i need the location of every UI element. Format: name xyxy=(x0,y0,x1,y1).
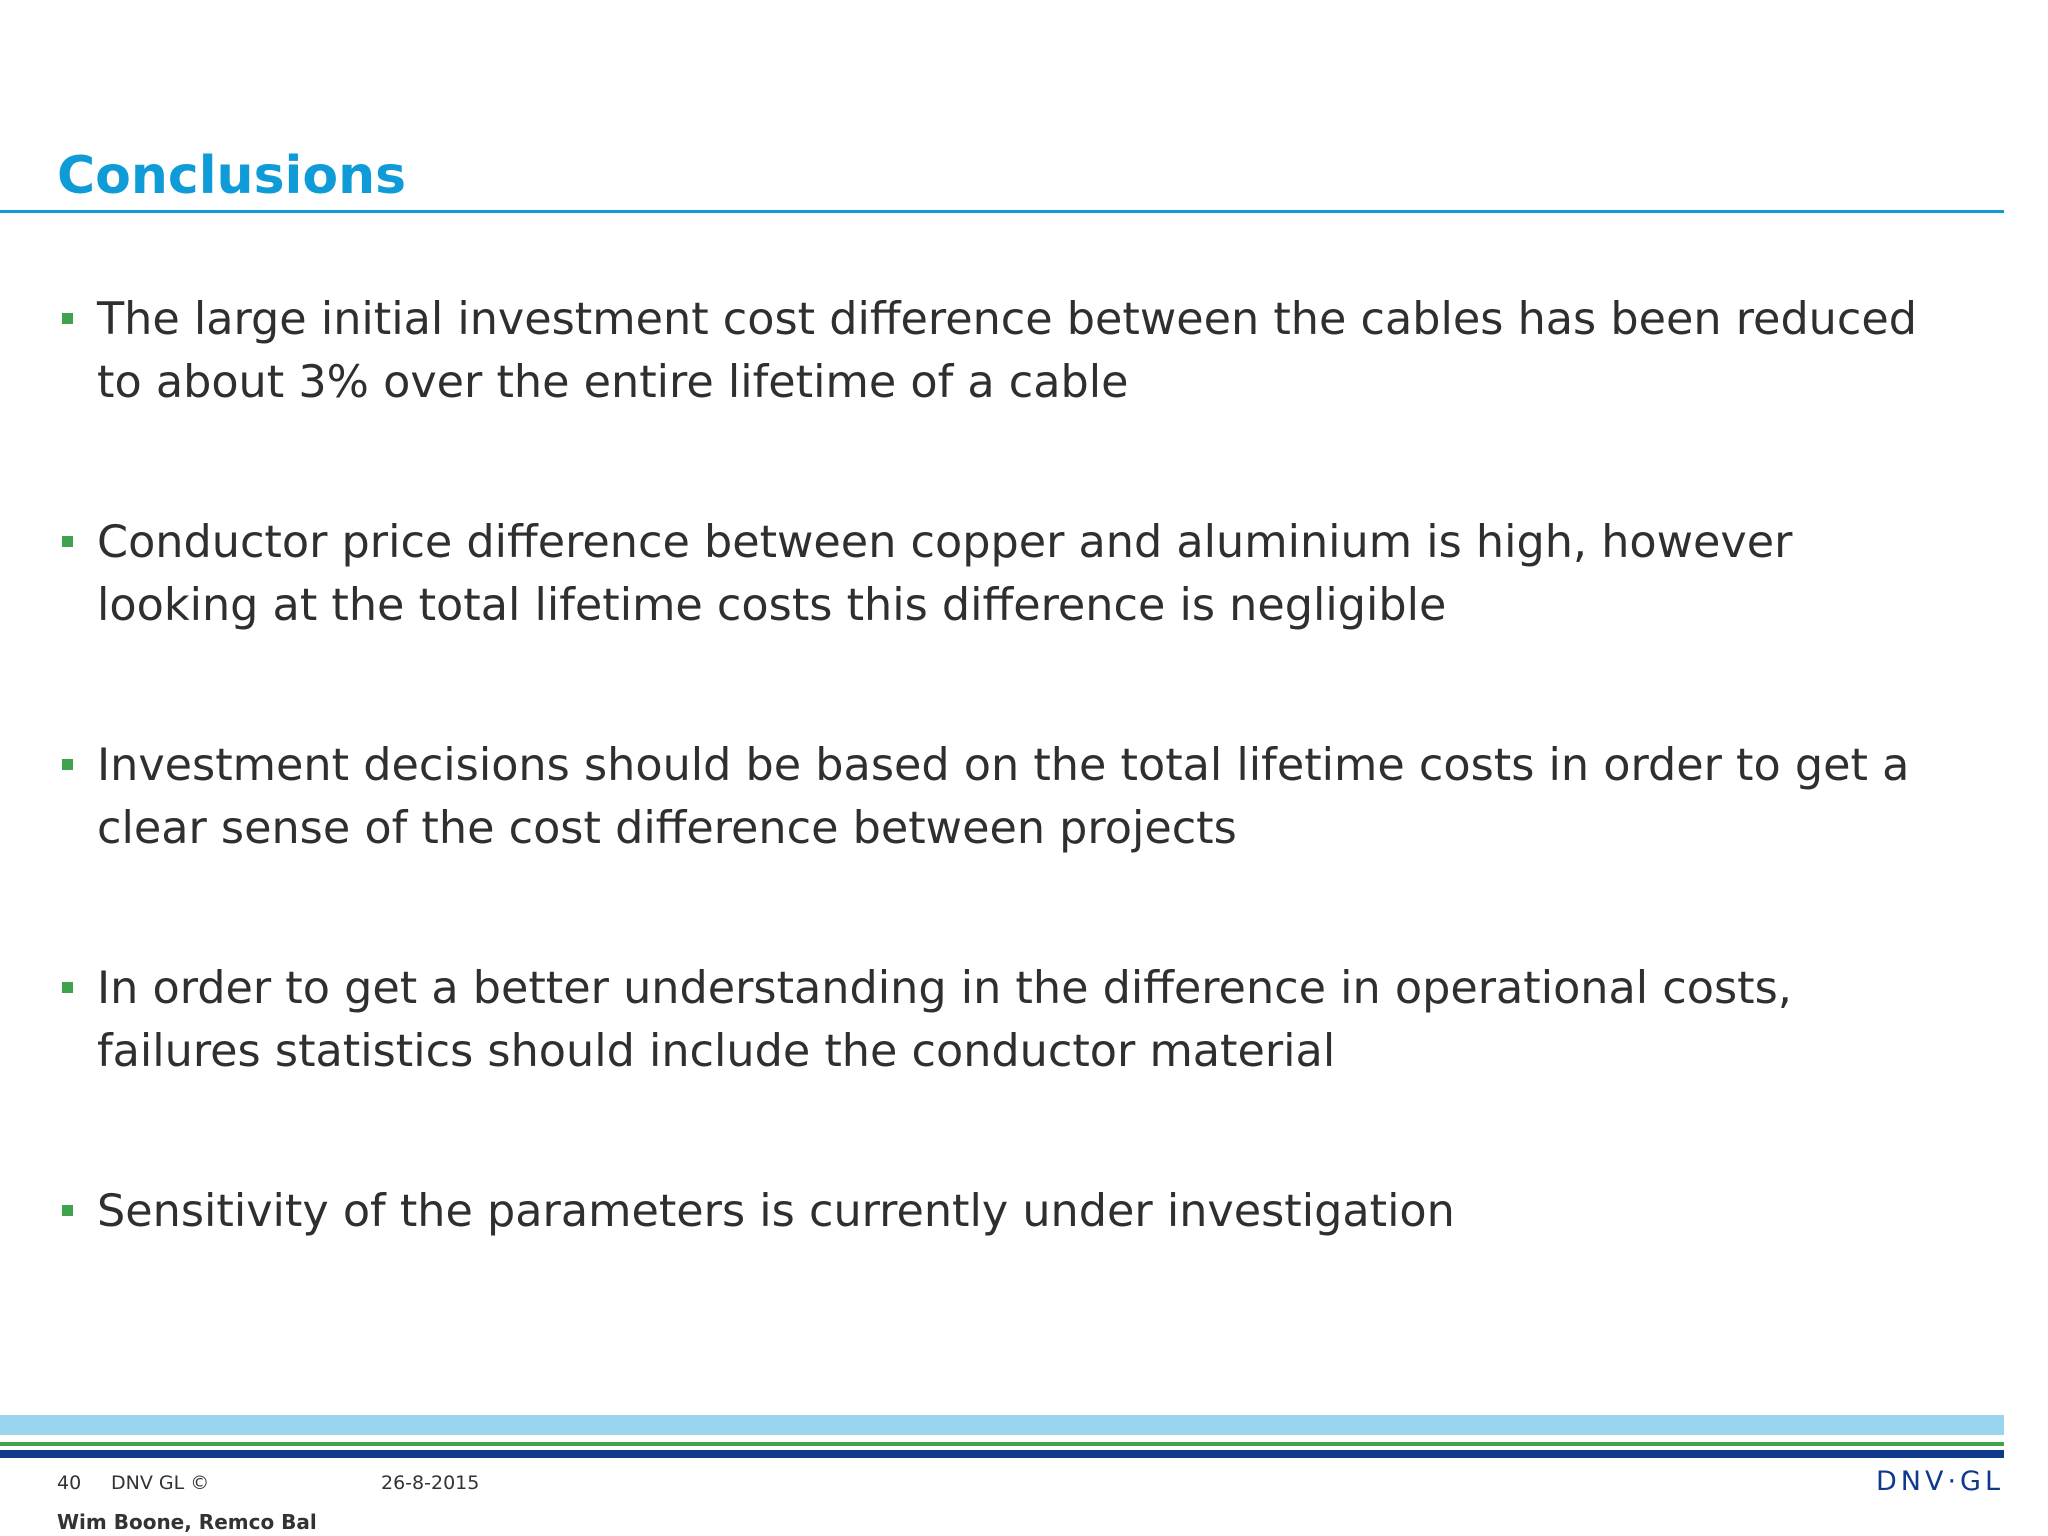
bullet-square-icon xyxy=(62,313,73,324)
bullet-line: Sensitivity of the parameters is currently under investigation xyxy=(97,1186,1455,1237)
footer-green-line xyxy=(0,1442,2004,1446)
bullet-line: to about 3% over the entire lifetime of a cable xyxy=(97,357,1129,408)
bullet-square-icon xyxy=(62,759,73,770)
bullet-line: failures statistics should include the conductor material xyxy=(97,1026,1336,1077)
bullet-line: The large initial investment cost difference between the cables has been reduced xyxy=(97,294,1917,345)
bullet-line: looking at the total lifetime costs this difference is negligible xyxy=(97,580,1447,631)
slide-date: 26-8-2015 xyxy=(381,1472,480,1494)
bullet-item xyxy=(57,957,1997,1083)
bullet-item xyxy=(57,1180,1997,1243)
bullet-item xyxy=(57,511,1997,637)
title-underline xyxy=(0,210,2004,213)
authors: Wim Boone, Remco Bal xyxy=(57,1510,317,1534)
bullet-square-icon xyxy=(62,536,73,547)
bullet-line: Conductor price difference between copper and aluminium is high, however xyxy=(97,517,1793,568)
bullet-list xyxy=(57,288,1997,1340)
bullet-line: clear sense of the cost difference between projects xyxy=(97,803,1237,854)
bullet-square-icon xyxy=(62,982,73,993)
slide-title: Conclusions xyxy=(57,146,407,206)
bullet-item xyxy=(57,734,1997,860)
footer-band xyxy=(0,1415,2004,1435)
bullet-line: In order to get a better understanding in the difference in operational costs, xyxy=(97,963,1792,1014)
bullet-square-icon xyxy=(62,1205,73,1216)
page-number: 40 xyxy=(57,1472,82,1494)
bullet-item xyxy=(57,288,1997,414)
copyright-notice: DNV GL © xyxy=(111,1472,210,1494)
dnv-gl-logo: DNV·GL xyxy=(1875,1466,2004,1497)
bullet-line: Investment decisions should be based on the total lifetime costs in order to get a xyxy=(97,740,1910,791)
footer-navy-line xyxy=(0,1450,2004,1458)
